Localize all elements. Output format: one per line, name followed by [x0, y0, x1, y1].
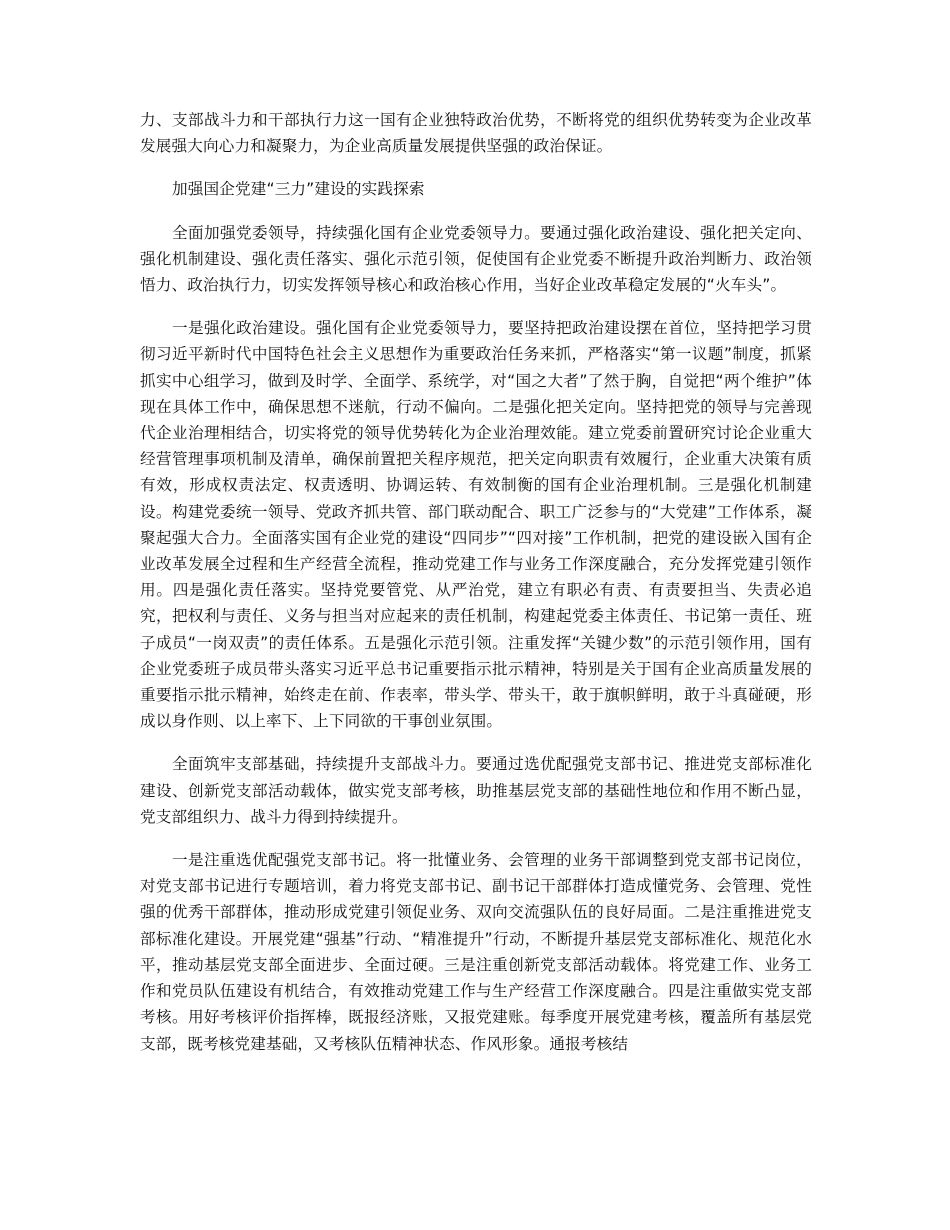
paragraph-five-measures: 一是强化政治建设。强化国有企业党委领导力，要坚持把政治建设摆在首位，坚持把学习贯彻习近平新时代中国特色社会主义思想作为重要政治任务来抓，严格落实“第一议题”制度，抓紧抓实中心组学习，做到及时学、全面学、系统学，对“国之大者”了然于胸，自觉把“两个维护”体现在具体工作中，确保思想不迷航，行动不偏向。二是强化把关定向。坚持把党的领导与完善现代企业治理相结合，切实将党的领导优势转化为企业治理效能。建立党委前置研究讨论企业重大经营管理事项机制及清单，确保前置把关程序规范，把关定向职责有效履行，企业重大决策有质有效，形成权责法定、权责透明、协调运转、有效制衡的国有企业治理机制。三是强化机制建设。构建党委统一领导、党政齐抓共管、部门联动配合、职工广泛参与的“大党建”工作体系，凝聚起强大合力。全面落实国有企业党的建设“四同步”“四对接”工作机制，把党的建设嵌入国有企业改革发展全过程和生产经营全流程，推动党建工作与业务工作深度融合，充分发挥党建引领作用。四是强化责任落实。坚持党要管党、从严治党，建立有职必有责、有责要担当、失责必追究，把权利与责任、义务与担当对应起来的责任机制，构建起党委主体责任、书记第一责任、班子成员“一岗双责”的责任体系。五是强化示范引领。注重发挥“关键少数”的示范引领作用，国有企业党委班子成员带头落实习近平总书记重要指示批示精神，特别是关于国有企业高质量发展的重要指示批示精神，始终走在前、作表率，带头学、带头干，敢于旗帜鲜明，敢于斗真碰硬，形成以身作则、以上率下、上下同欲的干事创业氛围。	[140, 319, 812, 731]
paragraph-party-committee-leadership: 全面加强党委领导，持续强化国有企业党委领导力。要通过强化政治建设、强化把关定向、强化机制建设、强化责任落实、强化示范引领，促使国有企业党委不断提升政治判断力、政治领悟力、政治执行力，切实发挥领导核心和政治核心作用，当好企业改革稳定发展的“火车头”。	[140, 223, 812, 295]
document-body	[140, 107, 812, 1074]
paragraph-continuation: 力、支部战斗力和干部执行力这一国有企业独特政治优势，不断将党的组织优势转变为企业改革发展强大向心力和凝聚力，为企业高质量发展提供坚强的政治保证。	[140, 111, 812, 156]
paragraph-branch-foundation: 全面筑牢支部基础，持续提升支部战斗力。要通过选优配强党支部书记、推进党支部标准化建设、创新党支部活动载体，做实党支部考核，助推基层党支部的基础性地位和作用不断凸显，党支部组织力、战斗力得到持续提升。	[140, 755, 812, 826]
section-heading: 加强国企党建“三力”建设的实践探索	[172, 180, 425, 199]
paragraph-branch-measures: 一是注重选优配强党支部书记。将一批懂业务、会管理的业务干部调整到党支部书记岗位，对党支部书记进行专题培训，着力将党支部书记、副书记干部群体打造成懂党务、会管理、党性强的优秀干部群体，推动形成党建引领促业务、双向交流强队伍的良好局面。二是注重推进党支部标准化建设。开展党建“强基”行动、“精准提升”行动，不断提升基层党支部标准化、规范化水平，推动基层党支部全面进步、全面过硬。三是注重创新党支部活动载体。将党建工作、业务工作和党员队伍建设有机结合，有效推动党建工作与生产经营工作深度融合。四是注重做实党支部考核。用好考核评价指挥棒，既报经济账，又报党建账。每季度开展党建考核，覆盖所有基层党支部，既考核党建基础，又考核队伍精神状态、作风形象。通报考核结	[140, 851, 812, 1053]
